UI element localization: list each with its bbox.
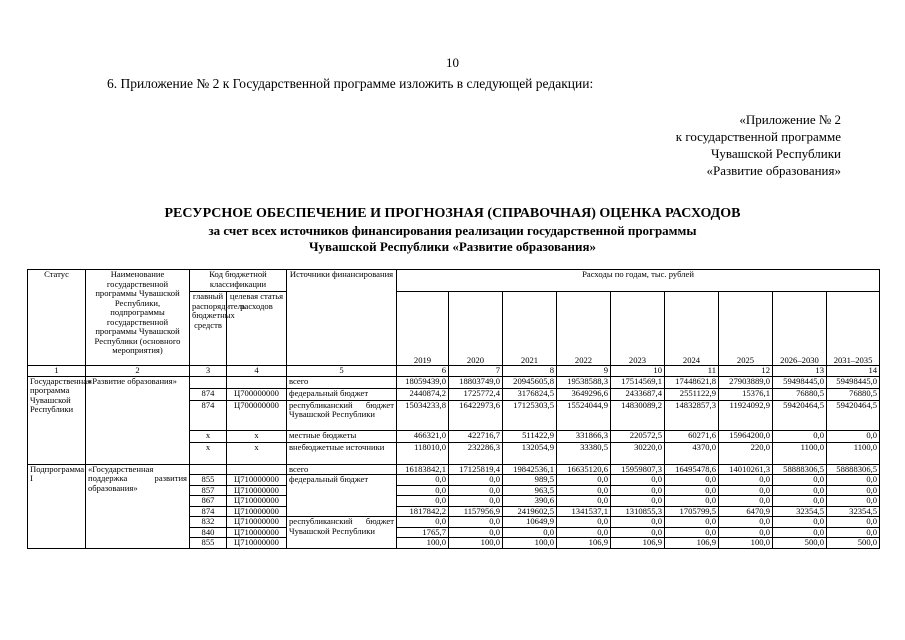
expense-value: 0,0 (557, 496, 611, 507)
header-year: 2024 (665, 292, 719, 366)
expense-value: 15376,1 (719, 388, 773, 400)
expense-value: 500,0 (773, 538, 827, 549)
expense-value: 331866,3 (557, 430, 611, 442)
expense-value: 0,0 (449, 496, 503, 507)
expense-value: 14832857,3 (665, 400, 719, 430)
main-manager-code (190, 376, 227, 388)
expense-value: 27903889,0 (719, 376, 773, 388)
expense-value: 1100,0 (827, 442, 880, 464)
expense-value: 220,0 (719, 442, 773, 464)
main-manager-code: 832 (190, 517, 227, 528)
column-number: 9 (557, 366, 611, 377)
expense-value: 1341537,1 (557, 506, 611, 517)
funding-source: федеральный бюджет (287, 388, 397, 400)
expense-value: 19538588,3 (557, 376, 611, 388)
funding-source: республиканский бюджет Чувашской Республики (287, 517, 397, 549)
expense-value: 0,0 (719, 517, 773, 528)
intro-paragraph: 6. Приложение № 2 к Государственной программе изложить в следующей редакции: (107, 76, 594, 91)
expense-value: 0,0 (449, 485, 503, 496)
expense-value: 0,0 (719, 475, 773, 486)
main-manager-code: x (190, 442, 227, 464)
expense-value: 0,0 (827, 517, 880, 528)
header-code: Код бюджетной классификации (190, 270, 287, 292)
header-year: 2025 (719, 292, 773, 366)
expense-value: 0,0 (719, 496, 773, 507)
appendix-line: «Приложение № 2 (739, 112, 841, 127)
expense-value: 132054,9 (503, 442, 557, 464)
expense-value: 0,0 (611, 517, 665, 528)
main-manager-code: 855 (190, 538, 227, 549)
title-line-3: Чувашской Республики «Развитие образования» (308, 239, 596, 254)
expense-value: 0,0 (773, 527, 827, 538)
expense-value: 106,9 (665, 538, 719, 549)
title-line-2: за счет всех источников финансирования реализации государственной программы (208, 223, 697, 238)
title-line-1: РЕСУРСНОЕ ОБЕСПЕЧЕНИЕ И ПРОГНОЗНАЯ (СПРАВОЧНАЯ) ОЦЕНКА РАСХОДОВ (164, 206, 741, 221)
expense-value: 118010,0 (397, 442, 449, 464)
expense-value: 16183842,1 (397, 464, 449, 475)
main-manager-code: 874 (190, 400, 227, 430)
main-manager-code (190, 464, 227, 475)
expense-value: 2433687,4 (611, 388, 665, 400)
expense-value: 1765,7 (397, 527, 449, 538)
expense-value: 0,0 (827, 485, 880, 496)
target-item-code (227, 464, 287, 475)
expense-value: 0,0 (827, 527, 880, 538)
expense-value: 0,0 (611, 527, 665, 538)
column-number: 14 (827, 366, 880, 377)
expense-value: 20945605,8 (503, 376, 557, 388)
expense-value: 0,0 (557, 475, 611, 486)
header-year: 2023 (611, 292, 665, 366)
column-number-row (28, 366, 880, 377)
expense-value: 0,0 (773, 496, 827, 507)
row-name: «Государственная поддержка развития образования» (86, 464, 190, 548)
expense-value: 30220,0 (611, 442, 665, 464)
header-year: 2020 (449, 292, 503, 366)
target-item-code (227, 376, 287, 388)
expense-value: 0,0 (719, 527, 773, 538)
header-main-manager: главный распорядитель бюджетных средств (190, 292, 227, 366)
expense-value: 58888306,5 (827, 464, 880, 475)
expense-value: 0,0 (449, 475, 503, 486)
header-target-item: целевая статья расходов (227, 292, 287, 366)
target-item-code: x (227, 430, 287, 442)
expense-value: 18059439,0 (397, 376, 449, 388)
column-number: 10 (611, 366, 665, 377)
header-sources: Источники финансирования (287, 270, 397, 366)
expense-value: 14830089,2 (611, 400, 665, 430)
expense-value: 511422,9 (503, 430, 557, 442)
column-number: 5 (287, 366, 397, 377)
expense-value: 0,0 (773, 485, 827, 496)
target-item-code: Ц710000000 (227, 517, 287, 528)
funding-source: федеральный бюджет (287, 475, 397, 517)
column-number: 6 (397, 366, 449, 377)
expense-value: 232286,3 (449, 442, 503, 464)
expense-value: 17514569,1 (611, 376, 665, 388)
expense-value: 0,0 (397, 496, 449, 507)
funding-source: местные бюджеты (287, 430, 397, 442)
funding-source: республиканский бюджет Чувашской Республики (287, 400, 397, 430)
expense-value: 0,0 (773, 475, 827, 486)
header-year: 2031–2035 (827, 292, 880, 366)
funding-source: внебюджетные источники (287, 442, 397, 464)
header-expenses: Расходы по годам, тыс. рублей (397, 270, 880, 292)
main-manager-code: 874 (190, 388, 227, 400)
main-manager-code: 867 (190, 496, 227, 507)
expense-value: 2551122,9 (665, 388, 719, 400)
expense-value: 16422973,6 (449, 400, 503, 430)
expense-value: 18803749,0 (449, 376, 503, 388)
expense-value: 422716,7 (449, 430, 503, 442)
expense-value: 16635120,6 (557, 464, 611, 475)
header-year: 2021 (503, 292, 557, 366)
expense-value: 0,0 (827, 475, 880, 486)
expense-value: 0,0 (611, 485, 665, 496)
column-number: 12 (719, 366, 773, 377)
expense-value: 59420464,5 (827, 400, 880, 430)
expense-value: 1705799,5 (665, 506, 719, 517)
expense-value: 60271,6 (665, 430, 719, 442)
expense-value: 0,0 (397, 485, 449, 496)
row-status: Государственная программа Чувашской Республики (28, 376, 86, 464)
expense-value: 466321,0 (397, 430, 449, 442)
main-manager-code: 855 (190, 475, 227, 486)
target-item-code: Ц700000000 (227, 388, 287, 400)
expense-value: 15964200,0 (719, 430, 773, 442)
expense-value: 0,0 (665, 496, 719, 507)
funding-source: всего (287, 464, 397, 475)
header-year: 2019 (397, 292, 449, 366)
target-item-code: Ц710000000 (227, 496, 287, 507)
expense-value: 1100,0 (773, 442, 827, 464)
expense-value: 1157956,9 (449, 506, 503, 517)
header-year: 2022 (557, 292, 611, 366)
expense-value: 0,0 (449, 517, 503, 528)
expense-value: 2419602,5 (503, 506, 557, 517)
expense-value: 17125303,5 (503, 400, 557, 430)
expense-value: 100,0 (397, 538, 449, 549)
expense-value: 100,0 (449, 538, 503, 549)
funding-source: всего (287, 376, 397, 388)
expense-value: 0,0 (611, 496, 665, 507)
page-number: 10 (446, 55, 459, 70)
header-year: 2026–2030 (773, 292, 827, 366)
header-name: Наименование государственной программы Чувашской Республики, подпрограммы государственной программы Чувашской Республики (основного мероприятия) (86, 270, 190, 366)
expense-value: 100,0 (503, 538, 557, 549)
expense-value: 10649,9 (503, 517, 557, 528)
expense-value: 15524044,9 (557, 400, 611, 430)
column-number: 1 (28, 366, 86, 377)
target-item-code: Ц710000000 (227, 527, 287, 538)
expense-value: 100,0 (719, 538, 773, 549)
expense-value: 0,0 (827, 430, 880, 442)
target-item-code: Ц710000000 (227, 485, 287, 496)
expense-value: 76880,5 (773, 388, 827, 400)
main-manager-code: x (190, 430, 227, 442)
expense-value: 59420464,5 (773, 400, 827, 430)
expense-value: 106,9 (557, 538, 611, 549)
expense-value: 1817842,2 (397, 506, 449, 517)
table-row (28, 376, 880, 388)
expense-value: 0,0 (557, 485, 611, 496)
expense-value: 0,0 (827, 496, 880, 507)
expense-value: 4370,0 (665, 442, 719, 464)
row-name: «Развитие образования» (86, 376, 190, 464)
expense-value: 17125819,4 (449, 464, 503, 475)
expense-value: 106,9 (611, 538, 665, 549)
expense-value: 33380,5 (557, 442, 611, 464)
main-manager-code: 840 (190, 527, 227, 538)
expense-value: 0,0 (773, 430, 827, 442)
column-number: 3 (190, 366, 227, 377)
expense-value: 14010261,3 (719, 464, 773, 475)
expense-value: 3649296,6 (557, 388, 611, 400)
expense-value: 0,0 (665, 475, 719, 486)
expense-value: 58888306,5 (773, 464, 827, 475)
expense-value: 0,0 (397, 475, 449, 486)
expense-value: 0,0 (773, 517, 827, 528)
expense-value: 0,0 (557, 527, 611, 538)
expense-value: 0,0 (611, 475, 665, 486)
target-item-code: Ц710000000 (227, 475, 287, 486)
expense-value: 2440874,2 (397, 388, 449, 400)
expense-value: 0,0 (557, 517, 611, 528)
expense-value: 11924092,9 (719, 400, 773, 430)
column-number: 8 (503, 366, 557, 377)
expense-value: 3176824,5 (503, 388, 557, 400)
column-number: 4 (227, 366, 287, 377)
main-manager-code: 857 (190, 485, 227, 496)
expense-value: 59498445,0 (827, 376, 880, 388)
expense-value: 500,0 (827, 538, 880, 549)
expense-value: 1725772,4 (449, 388, 503, 400)
appendix-note (521, 111, 841, 179)
expense-value: 15959807,3 (611, 464, 665, 475)
target-item-code: Ц710000000 (227, 506, 287, 517)
target-item-code: x (227, 442, 287, 464)
expense-value: 0,0 (665, 527, 719, 538)
expense-value: 19842536,1 (503, 464, 557, 475)
expense-value: 963,5 (503, 485, 557, 496)
appendix-line: «Развитие образования» (706, 163, 841, 178)
expense-value: 390,6 (503, 496, 557, 507)
table-row (28, 464, 880, 475)
resource-table (27, 269, 880, 549)
column-number: 2 (86, 366, 190, 377)
expense-value: 0,0 (665, 485, 719, 496)
expense-value: 16495478,6 (665, 464, 719, 475)
column-number: 13 (773, 366, 827, 377)
expense-value: 220572,5 (611, 430, 665, 442)
expense-value: 6470,9 (719, 506, 773, 517)
appendix-line: к государственной программе (675, 129, 841, 144)
expense-value: 76880,5 (827, 388, 880, 400)
target-item-code: Ц700000000 (227, 400, 287, 430)
expense-value: 32354,5 (827, 506, 880, 517)
expense-value: 0,0 (503, 527, 557, 538)
document-title (0, 205, 905, 255)
main-manager-code: 874 (190, 506, 227, 517)
column-number: 11 (665, 366, 719, 377)
expense-value: 15034233,8 (397, 400, 449, 430)
column-number: 7 (449, 366, 503, 377)
expense-value: 1310855,3 (611, 506, 665, 517)
row-status: Подпрограмма I (28, 464, 86, 548)
expense-value: 32354,5 (773, 506, 827, 517)
expense-value: 989,5 (503, 475, 557, 486)
expense-value: 0,0 (719, 485, 773, 496)
appendix-line: Чувашской Республики (710, 146, 841, 161)
header-status: Статус (28, 270, 86, 366)
expense-value: 17448621,8 (665, 376, 719, 388)
expense-value: 0,0 (665, 517, 719, 528)
target-item-code: Ц710000000 (227, 538, 287, 549)
expense-value: 0,0 (397, 517, 449, 528)
expense-value: 0,0 (449, 527, 503, 538)
expense-value: 59498445,0 (773, 376, 827, 388)
